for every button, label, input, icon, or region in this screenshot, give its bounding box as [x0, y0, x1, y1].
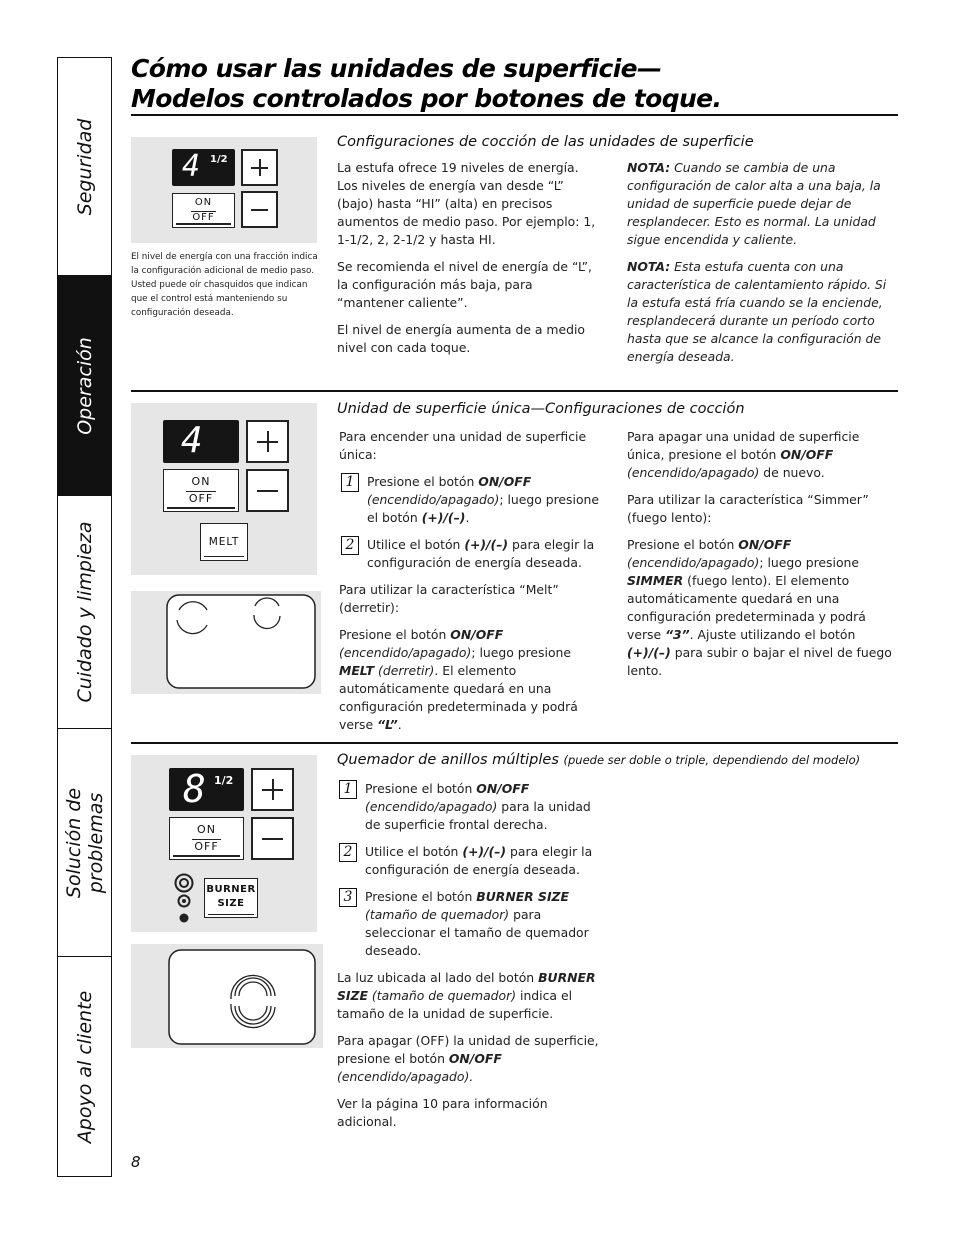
s2-step1-e: (+)/(–) [421, 510, 466, 525]
section2-intro: Para encender una unidad de superficie única: [339, 429, 587, 462]
cooktop-illustration-2 [131, 591, 321, 694]
melt-a: Presione el botón [339, 627, 451, 642]
melt-h: “L” [377, 717, 398, 732]
melt-instructions [339, 626, 609, 734]
control-panel-illustration-2 [131, 403, 317, 575]
s3-step2-c: para elegir la configuración de energía deseada. [365, 844, 593, 877]
note-1-label: NOTA: [627, 160, 671, 175]
off-label-2: OFF [188, 492, 214, 505]
s3-step2-b: (+)/(–) [462, 844, 507, 859]
section1-left-column [337, 159, 603, 366]
control-panel-illustration-3 [131, 755, 317, 932]
simmer-b: ON/OFF [738, 537, 792, 552]
simmer-j: para subir o bajar el nivel de fuego lento. [627, 645, 892, 678]
power-level-display-2 [163, 420, 239, 463]
control-panel-illustration-1 [131, 137, 317, 243]
section1-rule [131, 390, 898, 392]
simmer-g: “3” [665, 627, 690, 642]
title-rule [131, 114, 898, 116]
section2-step-1 [339, 473, 609, 527]
tab-apoyo-al-cliente[interactable] [58, 957, 111, 1176]
s3-step1-d: para la unidad de superficie frontal derecha. [365, 799, 591, 832]
s3-step1-c: (encendido/apagado) [365, 799, 498, 814]
s2-step1-b: ON/OFF [478, 474, 532, 489]
tab-solucion-label-line1: Solución de [62, 787, 85, 898]
power-level-display [172, 149, 235, 186]
section3-off-instructions [337, 1032, 603, 1086]
cooktop-single-burners-icon [131, 591, 321, 694]
see-more-info: Ver la página 10 para información adicional. [337, 1096, 548, 1129]
s3-step-number-2: 2 [339, 843, 357, 862]
on-off-button-3[interactable] [169, 817, 244, 860]
cooktop-multi-ring-burner-icon [131, 944, 323, 1048]
melt-e: MELT [339, 663, 375, 678]
note-2-text: Esta estufa cuenta con una característica de calentamiento rápido. Si la estufa está fría cuando se la enciende, resplandecerá durante un período corto hasta que se alcance la configuración de energía deseada. [627, 259, 887, 364]
melt-i: . [397, 717, 402, 732]
section2-right-column [627, 428, 897, 689]
simmer-f: (fuego lento). El elemento automáticamente quedará en una configuración predeterminada y podrá verse [627, 573, 866, 642]
off-b: ON/OFF [780, 447, 834, 462]
step-number-1: 1 [341, 473, 359, 492]
on-off-button-2[interactable] [163, 469, 239, 512]
tab-solucion-label [63, 787, 107, 897]
plus-button-2[interactable] [246, 420, 289, 463]
s3-off-c: (encendido/apagado). [337, 1069, 474, 1084]
on-off-underline-3 [173, 855, 240, 857]
melt-c: (encendido/apagado) [339, 645, 472, 660]
minus-icon [262, 838, 283, 840]
light-a: La luz ubicada al lado del botón [337, 970, 539, 985]
tab-solucion-de-problemas[interactable] [58, 729, 111, 957]
burner-light-info [337, 969, 603, 1023]
display-digit: 4 [182, 149, 201, 184]
section3-heading [337, 752, 860, 768]
tab-seguridad-label: Seguridad [73, 118, 96, 215]
on-off-underline-2 [167, 507, 235, 509]
simmer-intro: Para utilizar la característica “Simmer” (fuego lento): [627, 492, 869, 525]
simmer-e: SIMMER [627, 573, 684, 588]
note-1 [627, 159, 899, 249]
note-1-text: Cuando se cambia de una configuración de calor alta a una baja, la unidad de superficie puede dejar de resplandecer. Esto es normal. La unidad sigue encendida y caliente. [627, 160, 881, 247]
on-off-button[interactable] [172, 193, 235, 228]
simmer-a: Presione el botón [627, 537, 739, 552]
section3-step-1 [337, 780, 603, 834]
section1-paragraph-1: La estufa ofrece 19 niveles de energía. Los niveles de energía van desde “L” (bajo) hasta “HI” (alta) en precisos aumentos de medio paso. Por ejemplo: 1, 1-1/2, 2, 2-1/2 y hasta HI. [337, 160, 596, 247]
s3-step2-a: Utilice el botón [365, 844, 463, 859]
plus-button[interactable] [241, 149, 278, 186]
plus-button-3[interactable] [251, 768, 294, 811]
minus-button[interactable] [241, 191, 278, 228]
off-label-3: OFF [194, 840, 219, 853]
s3-step1-b: ON/OFF [476, 781, 530, 796]
s3-step1-a: Presione el botón [365, 781, 477, 796]
burner-size-button[interactable] [204, 878, 258, 918]
minus-icon [251, 209, 268, 211]
melt-underline [204, 556, 244, 558]
s2-step1-f: . [465, 510, 470, 525]
simmer-h: . Ajuste utilizando el botón [689, 627, 856, 642]
section2-rule [131, 742, 898, 744]
minus-button-2[interactable] [246, 469, 289, 512]
melt-f: (derretir) [374, 663, 435, 678]
s3-step3-d: para seleccionar el tamaño de quemador deseado. [365, 907, 589, 958]
melt-g: . El elemento automáticamente quedará en una configuración predeterminada y podrá verse [339, 663, 578, 732]
tab-cuidado-y-limpieza[interactable] [58, 496, 111, 729]
burner-size-indicator-lights-icon [173, 872, 195, 926]
off-d: de nuevo. [759, 465, 825, 480]
light-c: (tamaño de quemador) [367, 988, 517, 1003]
melt-d: ; luego presione [471, 645, 572, 660]
melt-button[interactable] [200, 523, 248, 561]
off-c: (encendido/apagado) [627, 465, 760, 480]
s2-step1-a: Presione el botón [367, 474, 479, 489]
on-label: ON [194, 197, 213, 208]
melt-label: MELT [208, 536, 240, 548]
section1-heading: Configuraciones de cocción de las unidades de superficie [337, 134, 754, 150]
simmer-c: (encendido/apagado) [627, 555, 760, 570]
tab-operacion[interactable] [58, 276, 111, 496]
note-2-label: NOTA: [627, 259, 671, 274]
section3-step-3 [337, 888, 603, 960]
section3-column [337, 780, 603, 1140]
tab-apoyo-label: Apoyo al cliente [73, 990, 96, 1143]
section3-heading-sub: (puede ser doble o triple, dependiendo del modelo) [563, 753, 861, 767]
burner-label: BURNER [206, 884, 256, 895]
s2-step2-a: Utilice el botón [367, 537, 465, 552]
section2-step-2 [339, 536, 609, 572]
display-digit-3: 8 [183, 767, 206, 811]
s3-off-b: ON/OFF [448, 1051, 502, 1066]
display-fraction: 1/2 [210, 154, 228, 165]
s2-step1-d: ; luego presione el botón [367, 492, 600, 525]
s3-step3-c: (tamaño de quemador) [365, 907, 510, 922]
tab-operacion-label: Operación [73, 336, 96, 435]
display-fraction-3: 1/2 [214, 774, 234, 787]
on-label-2: ON [191, 475, 211, 488]
tab-cuidado-label: Cuidado y limpieza [73, 521, 96, 703]
s3-step-number-1: 1 [339, 780, 357, 799]
section1-right-column [627, 159, 899, 375]
panel-caption: El nivel de energía con una fracción indica la configuración adicional de medio paso. Usted puede oír chasquidos que indican que el control está manteniendo su configuración deseada. [131, 252, 318, 318]
section1-paragraph-3: El nivel de energía aumenta de a medio nivel con cada toque. [337, 322, 586, 355]
minus-icon [257, 490, 278, 492]
section2-heading: Unidad de superficie única—Configuraciones de cocción [337, 401, 745, 417]
side-navigation [57, 57, 112, 1177]
tab-solucion-label-line2: problemas [84, 792, 107, 893]
simmer-d: ; luego presione [759, 555, 860, 570]
s3-off-a: Para apagar (OFF) la unidad de superficie, presione el botón [337, 1033, 599, 1066]
note-2 [627, 258, 899, 366]
s2-step2-c: para elegir la configuración de energía deseada. [367, 537, 595, 570]
power-level-display-3 [169, 768, 244, 811]
section3-heading-main: Quemador de anillos múltiples [337, 752, 559, 768]
s3-step-number-3: 3 [339, 888, 357, 907]
page-title [131, 54, 901, 114]
on-off-underline [176, 223, 231, 225]
minus-button-3[interactable] [251, 817, 294, 860]
on-label-3: ON [197, 823, 216, 836]
off-label: OFF [192, 212, 215, 223]
size-label: SIZE [217, 898, 245, 909]
section1-paragraph-2: Se recomienda el nivel de energía de “L”, la configuración más baja, para “mantener caliente”. [337, 259, 592, 310]
step-number-2: 2 [341, 536, 359, 555]
simmer-i: (+)/(–) [627, 645, 671, 660]
melt-b: ON/OFF [450, 627, 504, 642]
section3-step-2 [337, 843, 603, 879]
s3-step3-b: BURNER SIZE [476, 889, 569, 904]
melt-intro: Para utilizar la característica “Melt” (derretir): [339, 582, 559, 615]
page-title-line2: Modelos controlados por botones de toque. [131, 84, 722, 113]
section2-left-column [339, 428, 609, 743]
display-digit-2: 4 [181, 420, 203, 461]
tab-seguridad[interactable] [58, 58, 111, 276]
page-title-line1: Cómo usar las unidades de superficie— [131, 54, 662, 83]
off-instructions [627, 428, 897, 482]
page-number: 8 [131, 1153, 141, 1171]
light-b: BURNER SIZE [337, 970, 596, 1003]
simmer-instructions [627, 536, 897, 680]
s3-step3-a: Presione el botón [365, 889, 477, 904]
s2-step2-b: (+)/(–) [464, 537, 509, 552]
burner-size-underline [208, 914, 254, 916]
off-a: Para apagar una unidad de superficie única, presione el botón [627, 429, 860, 462]
cooktop-illustration-3 [131, 944, 323, 1048]
s2-step1-c: (encendido/apagado) [367, 492, 500, 507]
light-d: indica el tamaño de la unidad de superficie. [337, 988, 573, 1021]
